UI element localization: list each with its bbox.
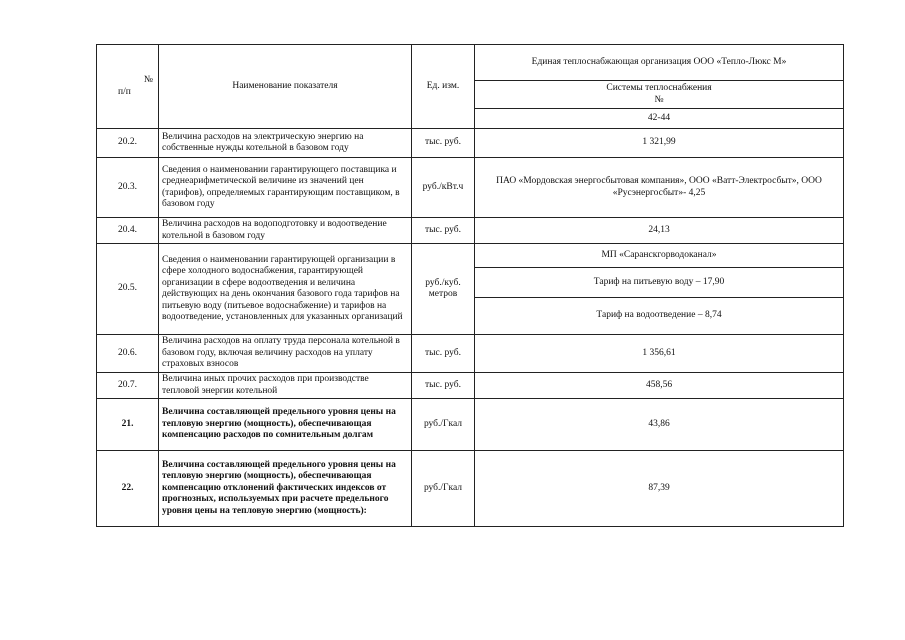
row-value-org: МП «Саранскгорводоканал» bbox=[475, 244, 844, 268]
header-system-id: 42-44 bbox=[475, 109, 844, 129]
table-row bbox=[97, 218, 844, 244]
table-row bbox=[97, 399, 844, 451]
row-unit: руб./куб. метров bbox=[412, 244, 475, 335]
table-row bbox=[97, 373, 844, 399]
row-num: 20.4. bbox=[97, 218, 159, 244]
header-systems-label: Системы теплоснабжения bbox=[606, 83, 712, 93]
row-name: Величина составляющей предельного уровня цены на тепловую энергию (мощность), обеспечивающая компенсацию отклонений фактических индексов от прогнозных, используемых при расчете предельного уровня цены на тепловую энергию (мощность): bbox=[159, 451, 412, 527]
row-unit: руб./Гкал bbox=[412, 451, 475, 527]
row-unit: руб./кВт.ч bbox=[412, 158, 475, 218]
row-value: 1 321,99 bbox=[475, 129, 844, 158]
row-num: 20.2. bbox=[97, 129, 159, 158]
row-value: 1 356,61 bbox=[475, 335, 844, 373]
row-value: ПАО «Мордовская энергосбытовая компания», ООО «Ватт-Электросбыт», ООО «Русэнергосбыт»- 4,25 bbox=[475, 158, 844, 218]
indicators-table bbox=[96, 44, 844, 527]
row-num: 22. bbox=[97, 451, 159, 527]
row-name: Величина расходов на оплату труда персонала котельной в базовом году, включая величину расходов на уплату страховых взносов bbox=[159, 335, 412, 373]
row-unit: тыс. руб. bbox=[412, 335, 475, 373]
row-num: 20.6. bbox=[97, 335, 159, 373]
row-name: Величина иных прочих расходов при производстве тепловой энергии котельной bbox=[159, 373, 412, 399]
header-name: Наименование показателя bbox=[159, 45, 412, 129]
header-num-label: п/п bbox=[118, 86, 131, 97]
row-unit: руб./Гкал bbox=[412, 399, 475, 451]
row-name: Величина расходов на водоподготовку и водоотведение котельной в базовом году bbox=[159, 218, 412, 244]
table-row bbox=[97, 451, 844, 527]
header-systems-num: № bbox=[654, 94, 664, 105]
row-name: Сведения о наименовании гарантирующего поставщика и среднеарифметической величине из значений цен (тарифов), определяемых гарантирующим поставщиком, в базовом году bbox=[159, 158, 412, 218]
header-systems bbox=[475, 81, 844, 109]
row-value-sewer-tariff: Тариф на водоотведение – 8,74 bbox=[475, 298, 844, 335]
table-row bbox=[97, 129, 844, 158]
table-row bbox=[97, 244, 844, 268]
row-unit: тыс. руб. bbox=[412, 129, 475, 158]
header-num-symbol: № bbox=[143, 75, 153, 85]
row-num: 20.3. bbox=[97, 158, 159, 218]
row-value: 87,39 bbox=[475, 451, 844, 527]
header-org: Единая теплоснабжающая организация ООО «Тепло-Люкс М» bbox=[475, 45, 844, 81]
row-value: 458,56 bbox=[475, 373, 844, 399]
row-name: Сведения о наименовании гарантирующей организации в сфере холодного водоснабжения, гарантирующей организации в сфере водоотведения и величина действующих на день окончания базового года тарифов на питьевую воду (питьевое водоснабжение) и тарифов на водоотведение, установленных для указанных организаций bbox=[159, 244, 412, 335]
table-row bbox=[97, 158, 844, 218]
row-value: 24,13 bbox=[475, 218, 844, 244]
row-value: 43,86 bbox=[475, 399, 844, 451]
row-name: Величина составляющей предельного уровня цены на тепловую энергию (мощность), обеспечивающая компенсацию расходов по сомнительным долгам bbox=[159, 399, 412, 451]
row-value-water-tariff: Тариф на питьевую воду – 17,90 bbox=[475, 268, 844, 298]
row-num: 20.7. bbox=[97, 373, 159, 399]
table-row bbox=[97, 335, 844, 373]
row-num: 20.5. bbox=[97, 244, 159, 335]
row-num: 21. bbox=[97, 399, 159, 451]
header-num bbox=[97, 45, 159, 129]
header-unit: Ед. изм. bbox=[412, 45, 475, 129]
row-unit: тыс. руб. bbox=[412, 373, 475, 399]
row-name: Величина расходов на электрическую энергию на собственные нужды котельной в базовом году bbox=[159, 129, 412, 158]
row-unit: тыс. руб. bbox=[412, 218, 475, 244]
